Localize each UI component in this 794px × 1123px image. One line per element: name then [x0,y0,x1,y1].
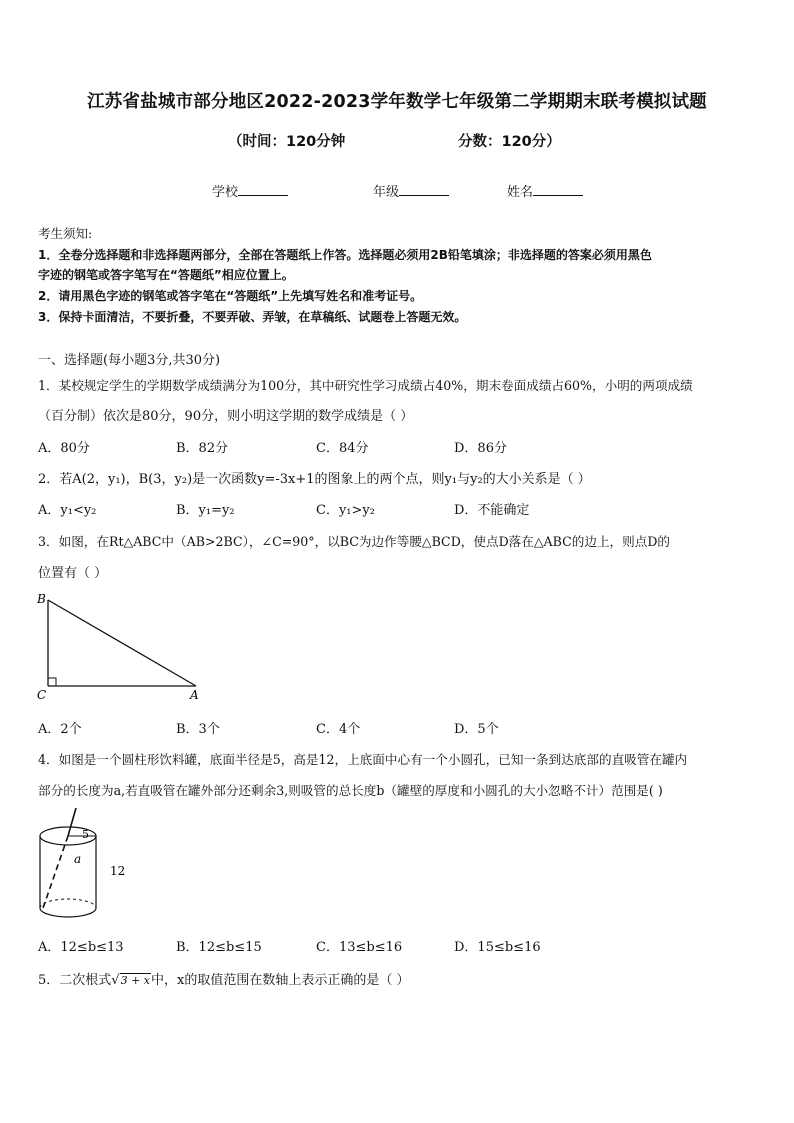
grade-blank[interactable] [399,182,449,196]
sqrt-sign: √ [111,973,120,988]
q1-line2: （百分制）依次是80分，90分，则小明这学期的数学成绩是（ ） [38,409,414,424]
q5-line [38,969,409,988]
triangle-figure [30,588,210,706]
notice-item-1-cont: 字迹的钢笔或答字笔写在“答题纸”相应位置上。 [38,268,294,282]
q3-line1: 3．如图，在Rt△ABC中（AB>2BC），∠C=90°，以BC为边作等腰△BCD，使点D落在△ABC的边上，则点D的 [38,534,671,549]
q4-option-b[interactable]: B．12≤b≤15 [176,940,262,955]
cylinder-bottom-front [40,908,96,917]
q5-prefix: 5．二次根式 [38,973,112,988]
radius-label: 5 [82,828,89,841]
q1-option-a[interactable]: A．80分 [38,441,90,456]
vertex-a-label: A [190,688,199,702]
side-ab [48,600,196,686]
q4-line2: 部分的长度为a,若直吸管在罐外部分还剩余3,则吸管的总长度b（罐壁的厚度和小圆孔的大小忽略不计）范围是( ) [38,783,663,798]
grade-field[interactable] [373,181,449,200]
q3-option-a[interactable]: A．2个 [38,722,82,737]
name-blank[interactable] [533,182,583,196]
q2-option-d[interactable]: D．不能确定 [454,503,530,518]
q4-option-c[interactable]: C．13≤b≤16 [316,940,403,955]
q4-option-a[interactable]: A．12≤b≤13 [38,940,124,955]
length-a-label: a [74,852,82,866]
exam-score: 分数：120分） [458,134,561,150]
q3-line2: 位置有（ ） [38,566,108,581]
vertex-b-label: B [37,592,46,606]
q1-line1: 1．某校规定学生的学期数学成绩满分为100分，其中研究性学习成绩占40%，期末卷面成绩占60%，小明的两项成绩 [38,378,693,393]
notice-item-2: 2．请用黑色字迹的钢笔或答字笔在“答题纸”上先填写姓名和准考证号。 [38,289,423,303]
straw-outside [68,808,76,836]
notice-item-3: 3．保持卡面清洁，不要折叠，不要弄破、弄皱，在草稿纸、试题卷上答题无效。 [38,310,467,324]
q2-line1: 2．若A(2，y₁)，B(3，y₂)是一次函数y=-3x+1的图象上的两个点，则y₁与y₂的大小关系是（ ） [38,472,591,487]
right-angle-mark [48,678,56,686]
q4-line1: 4．如图是一个圆柱形饮料罐，底面半径是5，高是12，上底面中心有一个小圆孔，已知一条到达底部的直吸管在罐内 [38,752,688,767]
grade-label: 年级 [373,185,400,200]
q3-option-c[interactable]: C．4个 [316,722,361,737]
name-label: 姓名 [507,185,534,200]
notice-heading: 考生须知: [38,226,93,241]
q5-suffix: 中，x的取值范围在数轴上表示正确的是（ ） [151,973,410,988]
exam-time: （时间：120分钟 [228,134,346,150]
name-field[interactable] [507,181,583,200]
q2-option-c[interactable]: C．y₁>y₂ [316,503,375,518]
q1-option-c[interactable]: C．84分 [316,441,369,456]
school-field[interactable] [212,181,288,200]
cylinder-figure [30,806,140,928]
page-title: 江苏省盐城市部分地区2022-2023学年数学七年级第二学期期末联考模拟试题 [87,92,707,112]
q2-option-b[interactable]: B．y₁=y₂ [176,503,235,518]
q1-option-b[interactable]: B．82分 [176,441,229,456]
school-blank[interactable] [238,182,288,196]
q3-option-d[interactable]: D．5个 [454,722,499,737]
notice-item-1: 1．全卷分选择题和非选择题两部分，全部在答题纸上作答。选择题必须用2B铅笔填涂；非选择题的答案必须用黑色 [38,248,652,262]
height-label: 12 [110,864,126,878]
q4-option-d[interactable]: D．15≤b≤16 [454,940,541,955]
q2-option-a[interactable]: A．y₁<y₂ [38,503,97,518]
school-label: 学校 [212,185,239,200]
vertex-c-label: C [37,688,47,702]
q5-radicand: 3 + x [120,974,150,987]
cylinder-bottom-back [40,899,96,908]
section-heading: 一、选择题(每小题3分,共30分) [38,353,221,368]
q1-option-d[interactable]: D．86分 [454,441,507,456]
q3-option-b[interactable]: B．3个 [176,722,220,737]
